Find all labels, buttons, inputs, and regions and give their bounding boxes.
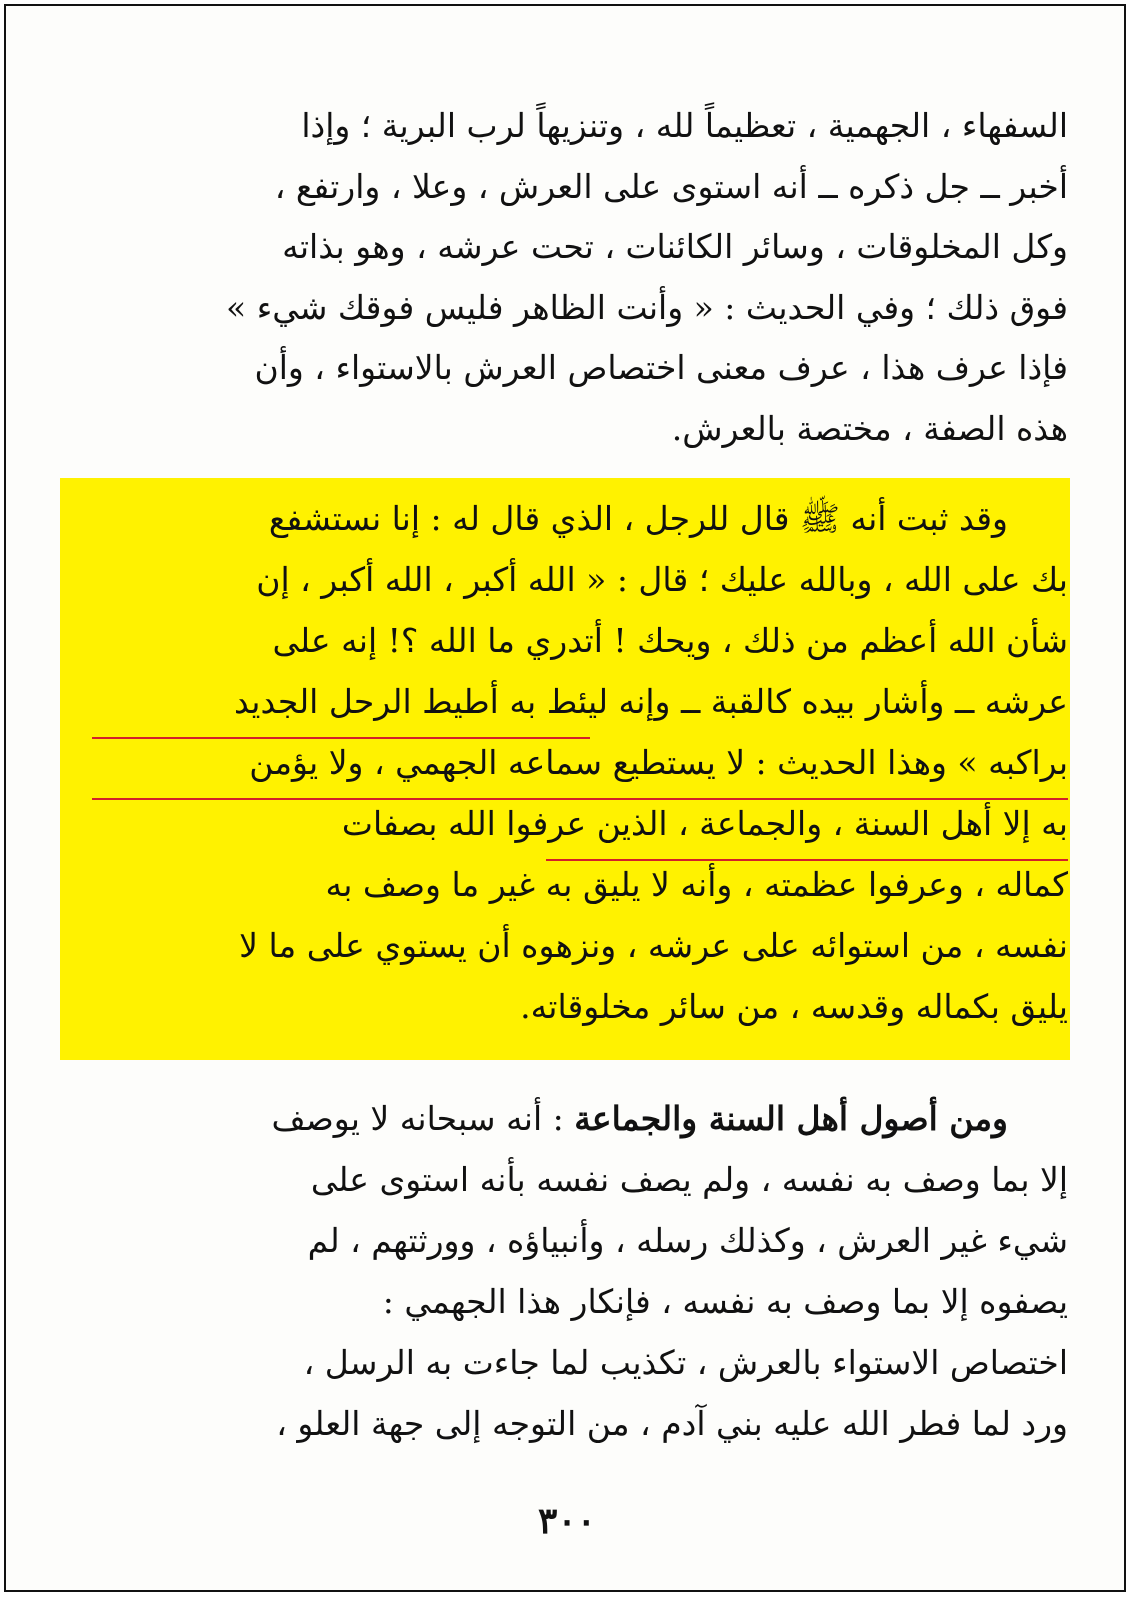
text-line: فإذا عرف هذا ، عرف معنى اختصاص العرش بالاستواء ، وأن (254, 348, 1068, 387)
underline-mark (546, 859, 1068, 861)
paragraph-1 (60, 96, 1068, 459)
text-line: وقد ثبت أنه ﷺ قال للرجل ، الذي قال له : إنا نستشفع (268, 499, 1008, 538)
page-number: ٣٠٠ (537, 1500, 596, 1542)
text-line: السفهاء ، الجهمية ، تعظيماً لله ، وتنزيهاً لرب البرية ؛ وإذا (301, 106, 1068, 145)
text-line: ورد لما فطر الله عليه بني آدم ، من التوجه إلى جهة العلو ، (276, 1404, 1068, 1443)
paragraph-2-highlighted (60, 488, 1068, 1037)
text-line (60, 1088, 1068, 1149)
text-line: يليق بكماله وقدسه ، من سائر مخلوقاته. (520, 987, 1068, 1026)
text-line: يصفوه إلا بما وصف به نفسه ، فإنكار هذا الجهمي : (382, 1282, 1068, 1321)
text-line: وكل المخلوقات ، وسائر الكائنات ، تحت عرشه ، وهو بذاته (282, 227, 1068, 266)
text-span: : أنه سبحانه لا يوصف (271, 1099, 575, 1138)
text-line: أخبر ــ جل ذكره ــ أنه استوى على العرش ، وعلا ، وارتفع ، (274, 166, 1068, 206)
text-line: براكبه » وهذا الحديث : لا يستطيع سماعه الجهمي ، ولا يؤمن (249, 743, 1068, 782)
text-line: عرشه ــ وأشار بيده كالقبة ــ وإنه ليئط به أطيط الرحل الجديد (233, 682, 1068, 721)
text-line: اختصاص الاستواء بالعرش ، تكذيب لما جاءت به الرسل ، (303, 1343, 1068, 1382)
text-line: هذه الصفة ، مختصة بالعرش. (671, 408, 1068, 448)
bold-heading-phrase: ومن أصول أهل السنة والجماعة (574, 1099, 1008, 1138)
text-line: إلا بما وصف به نفسه ، ولم يصف نفسه بأنه استوى على (310, 1160, 1068, 1199)
paragraph-3 (60, 1088, 1068, 1454)
text-line: كماله ، وعرفوا عظمته ، وأنه لا يليق به غير ما وصف به (325, 865, 1068, 904)
text-line: به إلا أهل السنة ، والجماعة ، الذين عرفوا الله بصفات (341, 804, 1068, 843)
text-line: بك على الله ، وبالله عليك ؛ قال : « الله أكبر ، الله أكبر ، إن (256, 560, 1068, 599)
text-line: نفسه ، من استوائه على عرشه ، ونزهوه أن يستوي على ما لا (239, 926, 1068, 965)
text-line: شيء غير العرش ، وكذلك رسله ، وأنبياؤه ، وورثتهم ، لم (307, 1221, 1068, 1260)
underline-mark (92, 798, 1068, 800)
text-line: شأن الله أعظم من ذلك ، ويحك ! أتدري ما الله ؟! إنه على (272, 621, 1068, 660)
text-line: فوق ذلك ؛ وفي الحديث : « وأنت الظاهر فليس فوقك شيء » (226, 287, 1068, 327)
underline-mark (92, 737, 590, 739)
